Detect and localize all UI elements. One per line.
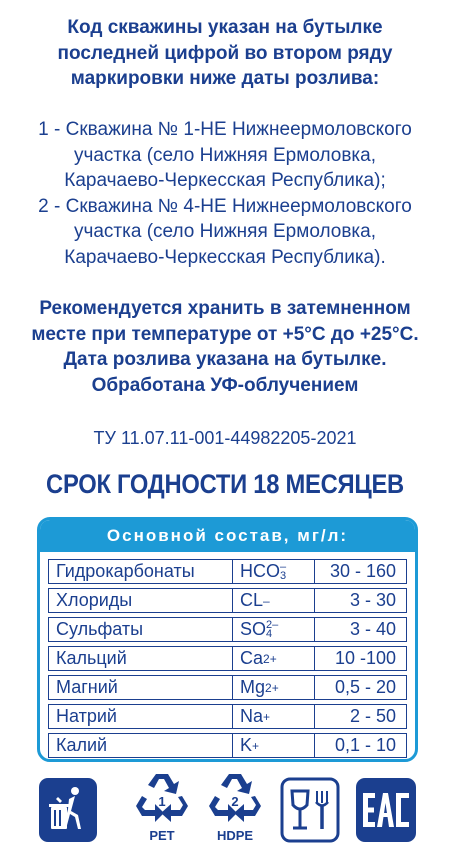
composition-title: Основной состав, мг/л: — [40, 520, 415, 552]
row-formula: Na + — [232, 705, 314, 728]
row-name: Гидрокарбонаты — [56, 561, 195, 581]
text-line: Карачаево-Черкесская Республика); — [64, 170, 386, 191]
text-line: Обработана УФ-облучением — [91, 374, 359, 396]
text-line: участка (село Нижняя Ермоловка, — [73, 221, 377, 242]
svg-text:1: 1 — [158, 794, 166, 809]
table-row — [48, 646, 407, 671]
table-row — [48, 588, 407, 613]
row-name: Калий — [56, 735, 108, 755]
formula-base: K — [240, 735, 253, 755]
text-line: 2 - Скважина № 4-НЕ Нижнеермоловского — [38, 195, 412, 217]
row-range: 3 - 40 — [314, 618, 406, 641]
formula-base: HCO — [240, 561, 280, 581]
storage-info — [0, 296, 450, 398]
row-name: Хлориды — [56, 590, 133, 610]
row-range: 3 - 30 — [314, 589, 406, 612]
food-safe-icon — [280, 777, 340, 843]
tu-standard: ТУ 11.07.11-001-44982205-2021 — [93, 428, 357, 448]
row-range: 10 -100 — [314, 647, 406, 670]
text-line: последней цифрой во втором ряду — [57, 42, 393, 64]
row-name: Сульфаты — [56, 619, 144, 639]
formula-sub: 3 — [280, 569, 287, 582]
row-name: Натрий — [56, 706, 117, 726]
row-range: 0,1 - 10 — [314, 734, 406, 757]
formula-charge: 2– — [266, 618, 279, 631]
well-list — [0, 117, 450, 270]
hdpe-label: HDPE — [216, 828, 254, 843]
formula-base: CL — [240, 590, 264, 610]
text-line: Дата розлива указана на бутылке. — [63, 349, 387, 370]
formula-base: Na — [240, 706, 264, 726]
row-formula: CL – — [232, 589, 314, 612]
pet-label: PET — [149, 828, 175, 843]
well-code-info — [0, 15, 450, 92]
trash-bin-icon — [38, 777, 98, 843]
svg-text:2: 2 — [231, 794, 239, 809]
row-formula: K + — [232, 734, 314, 757]
formula-base: Ca — [240, 648, 264, 668]
text-line: Код скважины указан на бутылке — [67, 17, 383, 38]
formula-sub: 4 — [266, 627, 273, 640]
text-line: месте при температуре от +5°С до +25°С. — [31, 323, 419, 345]
row-range: 0,5 - 20 — [314, 676, 406, 699]
eac-mark-icon — [355, 777, 417, 843]
row-formula: Mg 2+ — [232, 676, 314, 699]
formula-base: SO — [240, 619, 267, 639]
formula-charge: – — [280, 560, 287, 573]
table-row — [48, 733, 407, 758]
composition-table — [37, 517, 418, 762]
row-name: Кальций — [56, 648, 127, 668]
row-range: 30 - 160 — [314, 560, 406, 583]
table-row — [48, 675, 407, 700]
row-name: Магний — [56, 677, 118, 697]
text-line: Рекомендуется хранить в затемненном — [39, 298, 411, 319]
row-formula: Ca 2+ — [232, 647, 314, 670]
formula-stack — [280, 560, 287, 582]
formula-base: Mg — [240, 677, 266, 697]
recycle-hdpe-icon — [203, 768, 267, 828]
text-line: Карачаево-Черкесская Республика). — [64, 246, 386, 268]
table-row — [48, 704, 407, 729]
row-formula — [232, 560, 314, 583]
recycle-pet-icon — [130, 768, 194, 828]
text-line: 1 - Скважина № 1-НЕ Нижнеермоловского — [38, 119, 412, 140]
row-range: 2 - 50 — [314, 705, 406, 728]
text-line: участка (село Нижняя Ермоловка, — [73, 144, 377, 166]
formula-stack — [266, 618, 279, 640]
table-row — [48, 559, 407, 584]
text-line: маркировки ниже даты розлива: — [70, 68, 380, 89]
row-formula — [232, 618, 314, 641]
table-row — [48, 617, 407, 642]
shelf-life-title: СРОК ГОДНОСТИ 18 МЕСЯЦЕВ — [46, 469, 404, 499]
